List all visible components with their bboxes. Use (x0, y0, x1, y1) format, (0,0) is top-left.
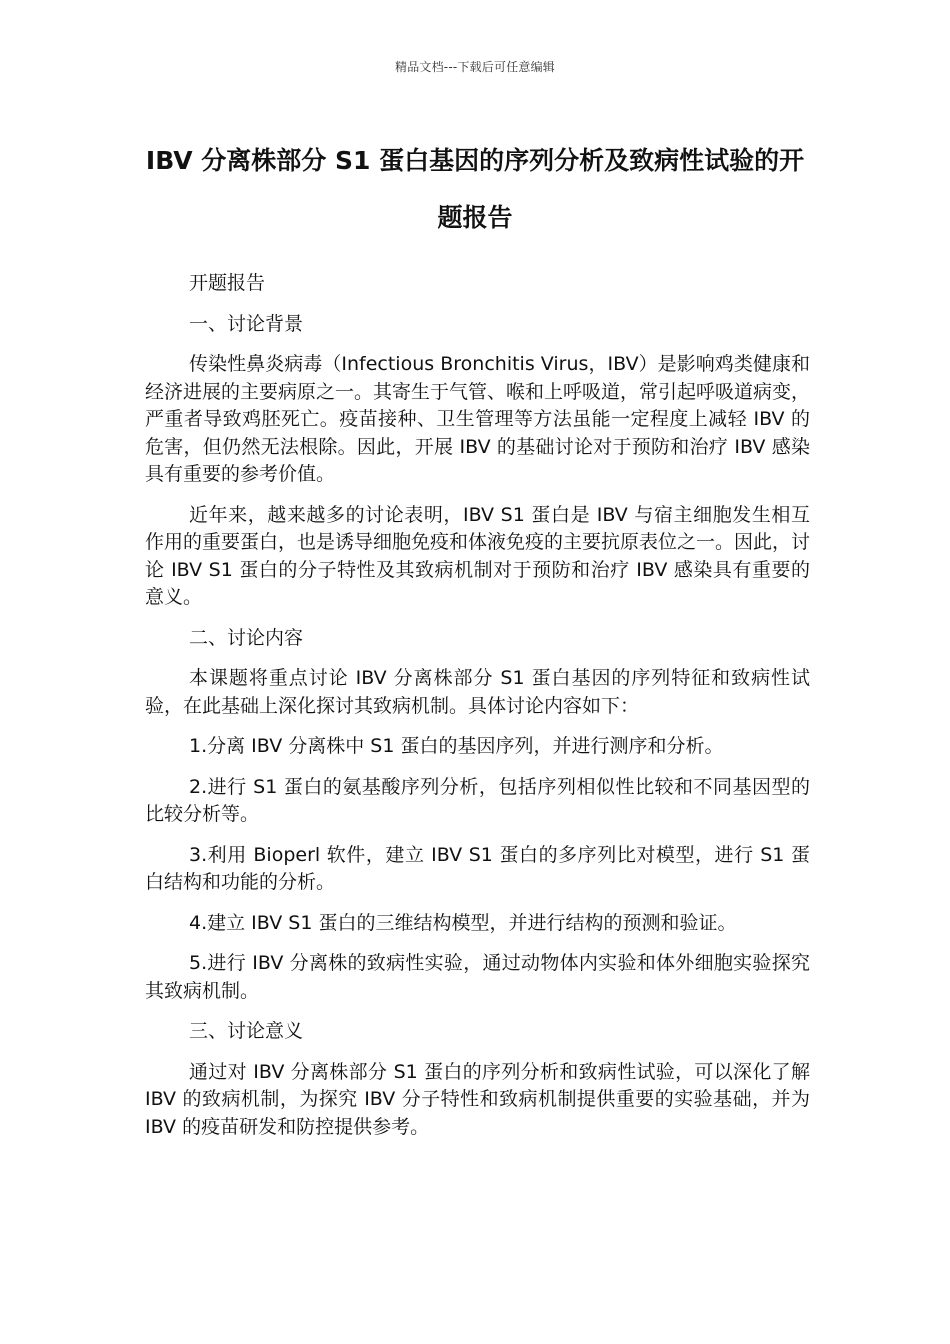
list-item-1: 1.分离 IBV 分离株中 S1 蛋白的基因序列，并进行测序和分析。 (189, 735, 724, 757)
section-heading-significance: 三、讨论意义 (189, 1020, 304, 1042)
list-item-4: 4.建立 IBV S1 蛋白的三维结构模型，并进行结构的预测和验证。 (189, 911, 737, 934)
document-title: IBV 分离株部分 S1 蛋白基因的序列分析及致病性试验的开题报告 (145, 146, 805, 232)
section-heading-content: 二、讨论内容 (189, 626, 304, 649)
header-note: 精品文档---下载后可任意编辑 (395, 60, 555, 74)
paragraph-background-1: 传染性鼻炎病毒（Infectious Bronchitis Virus，IBV）是影响鸡类健康和经济进展的主要病原之一。其寄生于气管、喉和上呼吸道，常引起呼吸道病变，严重者导致鸡胚死亡。疫苗接种、卫生管理等方法虽能一定程度上减轻 IBV 的危害，但仍然无法根除。因此，开展 IBV 的基础讨论对于预防和治疗 IBV 感染具有重要的参考价值。 (145, 353, 811, 485)
paragraph-heading-report: 开题报告 (189, 272, 266, 294)
paragraph-content-intro: 本课题将重点讨论 IBV 分离株部分 S1 蛋白基因的序列特征和致病性试验，在此基础上深化探讨其致病机制。具体讨论内容如下： (145, 667, 810, 717)
list-item-5: 5.进行 IBV 分离株的致病性实验，通过动物体内实验和体外细胞实验探究其致病机制。 (145, 952, 810, 1002)
list-item-2: 2.进行 S1 蛋白的氨基酸序列分析，包括序列相似性比较和不同基因型的比较分析等。 (145, 775, 810, 825)
section-heading-background: 一、讨论背景 (189, 312, 304, 335)
document-body (145, 270, 810, 1154)
paragraph-significance: 通过对 IBV 分离株部分 S1 蛋白的序列分析和致病性试验，可以深化了解 IBV 的致病机制，为探究 IBV 分子特性和致病机制提供重要的实验基础，并为 IBV 的疫苗研发和防控提供参考。 (145, 1060, 810, 1138)
list-item-3: 3.利用 Bioperl 软件，建立 IBV S1 蛋白的多序列比对模型，进行 S1 蛋白结构和功能的分析。 (145, 843, 810, 893)
paragraph-background-2: 近年来，越来越多的讨论表明，IBV S1 蛋白是 IBV 与宿主细胞发生相互作用的重要蛋白，也是诱导细胞免疫和体液免疫的主要抗原表位之一。因此，讨论 IBV S1 蛋白的分子特性及其致病机制对于预防和治疗 IBV 感染具有重要的意义。 (145, 503, 811, 608)
